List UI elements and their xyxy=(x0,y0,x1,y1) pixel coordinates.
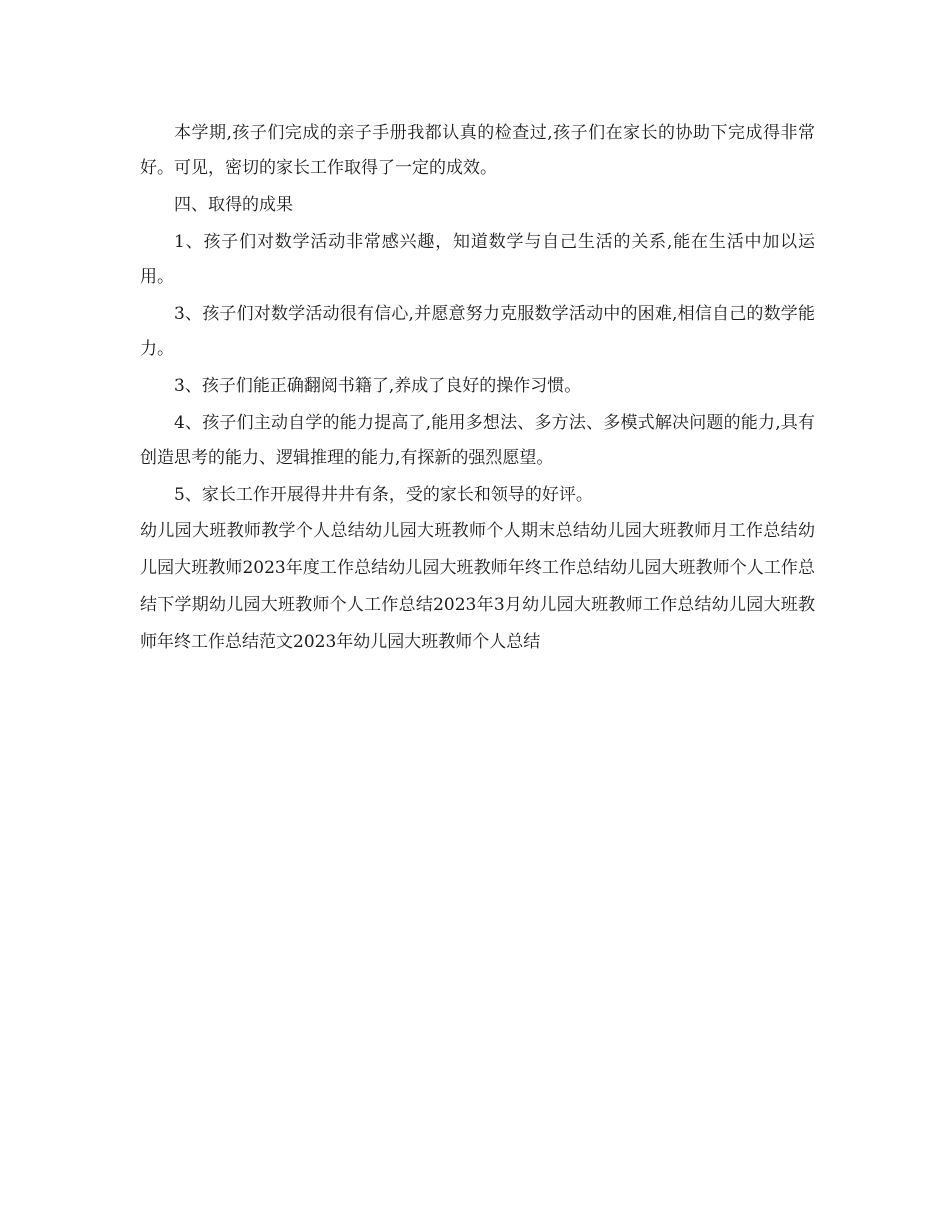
paragraph-achievement-1: 1、孩子们对数学活动非常感兴趣，知道数学与自己生活的关系,能在生活中加以运用。 xyxy=(140,232,815,287)
document-body xyxy=(140,116,815,661)
paragraph-achievement-4: 4、孩子们主动自学的能力提高了,能用多想法、多方法、多模式解决问题的能力,具有创造思考的能力、逻辑推理的能力,有探新的强烈愿望。 xyxy=(140,413,815,468)
paragraph-achievement-3a: 3、孩子们对数学活动很有信心,并愿意努力克服数学活动中的困难,相信自己的数学能力。 xyxy=(140,304,815,359)
related-titles-block: 幼儿园大班教师教学个人总结幼儿园大班教师个人期末总结幼儿园大班教师月工作总结幼儿园大班教师2023年度工作总结幼儿园大班教师年终工作总结幼儿园大班教师个人工作总结下学期幼儿园大班教师个人工作总结2023年3月幼儿园大班教师工作总结幼儿园大班教师年终工作总结范文2023年幼儿园大班教师个人总结 xyxy=(140,521,815,652)
paragraph-achievement-3b: 3、孩子们能正确翻阅书籍了,养成了良好的操作习惯。 xyxy=(174,376,582,396)
paragraph-parent-handbook: 本学期,孩子们完成的亲子手册我都认真的检查过,孩子们在家长的协助下完成得非常好。可见，密切的家长工作取得了一定的成效。 xyxy=(140,123,815,178)
paragraph-achievement-5: 5、家长工作开展得井井有条，受的家长和领导的好评。 xyxy=(174,485,593,505)
section-heading-achievements: 四、取得的成果 xyxy=(174,195,293,215)
